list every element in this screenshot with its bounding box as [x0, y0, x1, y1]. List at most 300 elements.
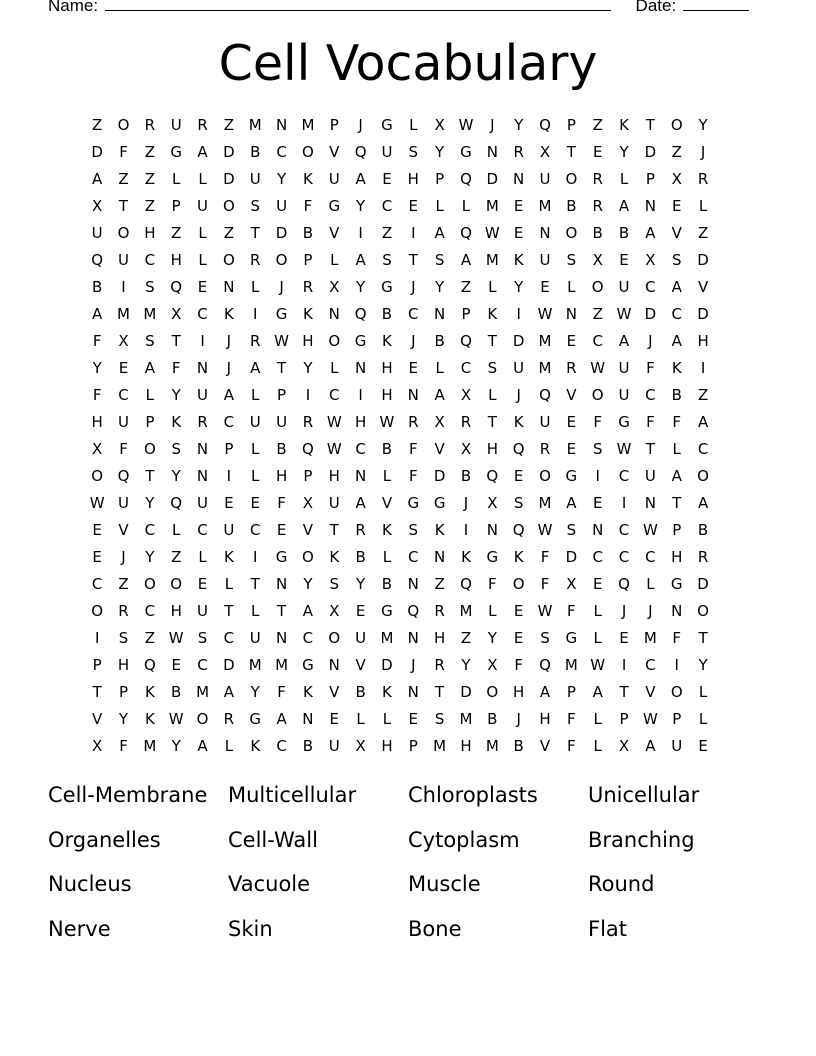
grid-letter: X: [92, 737, 103, 755]
grid-letter: N: [328, 305, 340, 323]
grid-letter: E: [408, 359, 419, 377]
grid-letter: T: [435, 683, 445, 701]
grid-letter: G: [381, 116, 393, 134]
grid-letter: E: [619, 251, 629, 269]
grid-row: [84, 247, 716, 274]
grid-letter: R: [197, 413, 208, 431]
grid-letter: W: [326, 440, 342, 458]
grid-letter: C: [197, 521, 208, 539]
grid-letter: L: [435, 359, 444, 377]
grid-letter: Y: [171, 737, 181, 755]
grid-letter: E: [197, 278, 208, 296]
word-list-item: Cell-Wall: [228, 827, 318, 852]
grid-letter: S: [408, 143, 419, 161]
grid-letter: Y: [356, 197, 366, 215]
grid-letter: B: [355, 683, 366, 701]
grid-letter: K: [513, 413, 524, 431]
grid-letter: X: [171, 305, 182, 323]
grid-letter: Y: [303, 359, 313, 377]
grid-letter: F: [408, 467, 418, 485]
grid-letter: F: [567, 710, 576, 728]
grid-letter: A: [434, 224, 445, 242]
grid-letter: T: [171, 332, 181, 350]
grid-letter: A: [645, 224, 656, 242]
grid-letter: H: [434, 629, 446, 647]
grid-letter: I: [358, 224, 363, 242]
grid-letter: K: [382, 683, 392, 701]
grid-letter: Z: [592, 305, 603, 323]
grid-letter: Q: [354, 143, 367, 161]
grid-letter: S: [434, 710, 445, 728]
grid-letter: T: [645, 116, 655, 134]
grid-letter: Y: [619, 143, 629, 161]
grid-letter: D: [91, 143, 103, 161]
grid-letter: C: [276, 143, 287, 161]
grid-letter: Z: [118, 575, 129, 593]
grid-letter: W: [590, 656, 606, 674]
grid-letter: Q: [460, 224, 472, 242]
grid-letter: P: [118, 683, 129, 701]
grid-letter: A: [223, 683, 235, 701]
grid-letter: F: [540, 548, 550, 566]
grid-letter: T: [645, 440, 655, 458]
grid-letter: H: [117, 656, 130, 674]
grid-letter: Q: [512, 521, 525, 539]
grid-letter: R: [302, 278, 314, 296]
grid-letter: G: [328, 197, 341, 215]
grid-letter: W: [326, 413, 342, 431]
grid-letter: H: [407, 170, 419, 188]
grid-letter: C: [144, 602, 156, 620]
grid-letter: U: [197, 197, 209, 215]
grid-letter: N: [513, 170, 525, 188]
grid-letter: F: [567, 737, 576, 755]
grid-letter: Q: [618, 575, 630, 593]
grid-letter: A: [539, 683, 551, 701]
grid-letter: U: [249, 413, 261, 431]
grid-letter: Z: [697, 386, 709, 404]
grid-letter: T: [672, 494, 682, 512]
grid-letter: P: [171, 197, 181, 215]
word-list-item: Round: [588, 872, 655, 896]
grid-letter: Z: [144, 197, 155, 215]
grid-letter: S: [540, 629, 550, 647]
grid-letter: Q: [486, 467, 499, 485]
grid-letter: Y: [435, 143, 445, 161]
grid-letter: I: [253, 305, 258, 323]
grid-letter: N: [223, 278, 235, 296]
grid-letter: Q: [143, 656, 156, 674]
grid-letter: Z: [460, 278, 472, 296]
grid-letter: P: [619, 710, 629, 728]
grid-letter: C: [645, 548, 656, 566]
grid-letter: G: [249, 710, 262, 728]
grid-letter: F: [408, 440, 418, 458]
grid-letter: T: [276, 359, 287, 377]
grid-letter: A: [697, 413, 709, 431]
grid-letter: K: [434, 521, 445, 539]
grid-letter: K: [461, 548, 471, 566]
grid-letter: Q: [170, 278, 183, 296]
grid-letter: M: [538, 359, 552, 377]
grid-letter: E: [513, 467, 524, 485]
grid-letter: A: [92, 305, 103, 323]
grid-letter: U: [644, 467, 656, 485]
grid-letter: B: [671, 386, 682, 404]
grid-letter: U: [276, 413, 288, 431]
grid-letter: B: [513, 737, 524, 755]
grid-letter: W: [642, 710, 658, 728]
grid-letter: A: [276, 710, 287, 728]
grid-letter: B: [250, 143, 261, 161]
grid-letter: I: [226, 467, 232, 485]
grid-letter: O: [565, 224, 578, 242]
word-list-item: Multicellular: [228, 783, 357, 807]
grid-letter: H: [275, 467, 288, 485]
grid-letter: D: [223, 170, 235, 188]
date-field[interactable]: [683, 0, 749, 11]
grid-letter: Y: [356, 575, 366, 593]
grid-letter: P: [303, 251, 313, 269]
grid-letter: R: [697, 548, 709, 566]
grid-letter: T: [250, 575, 260, 593]
grid-letter: C: [618, 467, 630, 485]
grid-letter: E: [566, 440, 577, 458]
grid-letter: J: [226, 332, 232, 350]
grid-row: [84, 382, 716, 409]
grid-letter: R: [223, 710, 235, 728]
grid-letter: U: [118, 494, 129, 512]
grid-letter: C: [197, 305, 208, 323]
grid-letter: L: [567, 278, 576, 296]
grid-letter: I: [674, 656, 679, 674]
grid-letter: L: [672, 440, 681, 458]
grid-letter: C: [618, 521, 630, 539]
grid-letter: A: [566, 494, 577, 512]
grid-letter: N: [565, 305, 577, 323]
grid-letter: J: [358, 116, 363, 134]
grid-letter: C: [381, 197, 393, 215]
grid-letter: E: [671, 197, 682, 215]
grid-letter: M: [538, 197, 552, 215]
grid-letter: L: [488, 602, 497, 620]
grid-letter: J: [463, 494, 469, 512]
grid-letter: R: [144, 116, 156, 134]
grid-letter: Q: [539, 656, 551, 674]
grid-letter: V: [434, 440, 445, 458]
word-list-item: Branching: [588, 827, 695, 852]
grid-letter: U: [197, 386, 209, 404]
grid-letter: H: [486, 440, 498, 458]
grid-letter: H: [91, 413, 103, 431]
grid-letter: I: [463, 521, 469, 539]
grid-letter: M: [301, 116, 315, 134]
grid-letter: W: [458, 116, 474, 134]
grid-letter: D: [565, 548, 578, 566]
grid-letter: G: [170, 143, 183, 161]
grid-letter: X: [460, 386, 472, 404]
grid-letter: T: [224, 602, 234, 620]
grid-letter: M: [643, 629, 657, 647]
grid-letter: R: [434, 656, 445, 674]
grid-letter: X: [671, 170, 682, 188]
grid-row: [84, 139, 716, 166]
grid-letter: C: [408, 305, 419, 323]
word-list-item: Vacuole: [228, 872, 311, 896]
grid-letter: D: [223, 143, 235, 161]
grid-letter: E: [224, 494, 234, 512]
grid-letter: W: [590, 359, 606, 377]
grid-letter: J: [516, 710, 521, 728]
grid-letter: I: [253, 548, 258, 566]
grid-letter: Q: [539, 386, 551, 404]
grid-letter: F: [567, 602, 576, 620]
grid-letter: H: [170, 602, 182, 620]
grid-letter: A: [355, 494, 366, 512]
grid-letter: I: [516, 305, 521, 323]
grid-letter: E: [197, 575, 208, 593]
grid-letter: S: [250, 197, 260, 215]
grid-letter: T: [487, 332, 497, 350]
grid-letter: A: [355, 170, 366, 188]
grid-letter: H: [539, 710, 551, 728]
grid-letter: Q: [117, 467, 130, 485]
grid-letter: Y: [145, 548, 155, 566]
grid-letter: O: [670, 116, 683, 134]
grid-row: [84, 490, 716, 517]
grid-letter: X: [355, 737, 366, 755]
grid-letter: E: [566, 413, 577, 431]
header: [48, 0, 749, 16]
grid-letter: R: [197, 116, 208, 134]
grid-letter: A: [434, 386, 445, 404]
grid-letter: C: [91, 575, 103, 593]
name-field[interactable]: [105, 0, 611, 11]
grid-letter: U: [197, 494, 209, 512]
grid-letter: T: [698, 629, 708, 647]
grid-letter: R: [592, 197, 603, 215]
grid-letter: V: [645, 683, 656, 701]
grid-letter: A: [355, 251, 366, 269]
grid-letter: D: [644, 143, 657, 161]
grid-letter: K: [223, 548, 234, 566]
grid-letter: Z: [223, 116, 235, 134]
grid-letter: B: [697, 521, 709, 539]
grid-letter: X: [329, 278, 340, 296]
grid-letter: J: [700, 143, 706, 161]
grid-letter: C: [408, 548, 419, 566]
grid-letter: E: [382, 170, 392, 188]
grid-letter: D: [275, 224, 288, 242]
grid-letter: N: [196, 467, 209, 485]
grid-letter: M: [117, 305, 130, 323]
grid-letter: W: [616, 305, 632, 323]
grid-letter: L: [488, 386, 497, 404]
grid-letter: H: [460, 737, 472, 755]
grid-letter: O: [486, 683, 499, 701]
grid-letter: F: [514, 656, 523, 674]
grid-letter: R: [250, 332, 261, 350]
grid-letter: W: [642, 521, 658, 539]
grid-letter: S: [592, 440, 603, 458]
grid-letter: U: [91, 224, 103, 242]
grid-letter: O: [591, 386, 604, 404]
grid-letter: E: [566, 332, 577, 350]
grid-letter: F: [277, 494, 286, 512]
grid-row: [84, 463, 716, 490]
grid-letter: Y: [303, 575, 313, 593]
grid-letter: K: [513, 251, 524, 269]
grid-letter: A: [223, 386, 235, 404]
grid-letter: L: [198, 224, 207, 242]
grid-letter: Z: [144, 629, 155, 647]
grid-row: [84, 679, 716, 706]
grid-row: [84, 733, 716, 760]
grid-letter: C: [302, 629, 314, 647]
grid-letter: G: [275, 548, 288, 566]
grid-letter: M: [380, 629, 394, 647]
grid-letter: N: [302, 710, 314, 728]
grid-letter: N: [354, 467, 367, 485]
grid-letter: H: [354, 413, 367, 431]
grid-letter: T: [276, 602, 287, 620]
grid-letter: W: [537, 602, 553, 620]
grid-letter: H: [328, 467, 340, 485]
grid-letter: G: [407, 494, 420, 512]
grid-letter: O: [565, 170, 578, 188]
grid-letter: F: [277, 683, 286, 701]
grid-letter: B: [487, 710, 498, 728]
grid-letter: U: [328, 494, 340, 512]
grid-letter: S: [566, 521, 577, 539]
grid-row: [84, 166, 716, 193]
grid-letter: J: [411, 332, 416, 350]
grid-letter: P: [92, 656, 102, 674]
grid-letter: F: [171, 359, 181, 377]
grid-letter: L: [251, 386, 260, 404]
grid-letter: M: [459, 710, 473, 728]
grid-letter: C: [197, 656, 208, 674]
grid-letter: V: [355, 656, 366, 674]
grid-letter: T: [566, 143, 576, 161]
grid-letter: M: [143, 305, 157, 323]
grid-letter: L: [251, 467, 260, 485]
grid-letter: U: [618, 359, 630, 377]
word-list-item: Flat: [588, 916, 628, 941]
word-search-grid: [84, 112, 716, 760]
grid-letter: O: [512, 575, 525, 593]
grid-letter: S: [197, 629, 208, 647]
name-label: Name:: [48, 0, 99, 15]
grid-letter: U: [223, 521, 235, 539]
grid-letter: O: [275, 251, 288, 269]
grid-letter: R: [697, 170, 709, 188]
grid-letter: L: [619, 170, 629, 188]
grid-letter: R: [539, 440, 551, 458]
grid-letter: E: [355, 602, 366, 620]
grid-letter: Y: [118, 710, 129, 728]
grid-letter: X: [487, 656, 498, 674]
grid-letter: D: [697, 575, 709, 593]
grid-letter: S: [118, 629, 129, 647]
grid-letter: C: [144, 251, 156, 269]
grid-letter: B: [276, 440, 287, 458]
grid-letter: U: [671, 737, 683, 755]
grid-letter: L: [356, 710, 365, 728]
grid-letter: G: [302, 656, 314, 674]
grid-letter: D: [433, 467, 446, 485]
grid-letter: B: [460, 467, 472, 485]
grid-letter: E: [118, 359, 129, 377]
grid-letter: F: [672, 629, 682, 647]
grid-letter: L: [409, 116, 418, 134]
grid-letter: U: [276, 197, 288, 215]
grid-letter: G: [433, 494, 446, 512]
grid-letter: H: [697, 332, 709, 350]
grid-letter: J: [411, 278, 416, 296]
grid-letter: M: [275, 656, 289, 674]
grid-letter: G: [565, 467, 578, 485]
grid-letter: P: [645, 170, 655, 188]
grid-letter: T: [145, 467, 155, 485]
grid-letter: W: [274, 332, 289, 350]
grid-letter: T: [408, 251, 418, 269]
grid-letter: N: [486, 143, 498, 161]
grid-letter: N: [196, 359, 209, 377]
grid-letter: V: [118, 521, 129, 539]
grid-letter: J: [226, 359, 232, 377]
grid-letter: V: [539, 737, 551, 755]
grid-letter: N: [328, 656, 340, 674]
grid-row: [84, 625, 716, 652]
grid-letter: E: [540, 278, 550, 296]
grid-letter: C: [355, 440, 366, 458]
grid-letter: Q: [170, 494, 183, 512]
grid-letter: A: [302, 602, 314, 620]
grid-letter: D: [223, 656, 235, 674]
grid-letter: L: [330, 359, 339, 377]
grid-letter: V: [329, 143, 340, 161]
grid-letter: S: [329, 575, 340, 593]
grid-letter: I: [595, 467, 600, 485]
grid-letter: J: [516, 386, 521, 404]
grid-letter: L: [251, 440, 260, 458]
grid-letter: T: [329, 521, 339, 539]
grid-letter: Q: [512, 440, 525, 458]
grid-row: [84, 517, 716, 544]
grid-letter: K: [144, 710, 155, 728]
grid-letter: F: [488, 575, 497, 593]
grid-letter: D: [486, 170, 499, 188]
grid-letter: X: [487, 494, 498, 512]
grid-letter: H: [381, 737, 393, 755]
grid-letter: A: [671, 278, 682, 296]
grid-letter: G: [381, 278, 393, 296]
grid-letter: S: [145, 278, 155, 296]
grid-letter: M: [538, 494, 552, 512]
grid-letter: V: [92, 710, 103, 728]
grid-letter: F: [92, 386, 102, 404]
grid-letter: S: [408, 521, 419, 539]
grid-letter: Z: [697, 224, 709, 242]
grid-letter: P: [408, 737, 418, 755]
grid-letter: B: [381, 305, 393, 323]
grid-letter: I: [305, 386, 311, 404]
grid-letter: E: [408, 710, 419, 728]
grid-letter: L: [251, 602, 260, 620]
grid-letter: L: [435, 197, 444, 215]
grid-letter: W: [89, 494, 105, 512]
